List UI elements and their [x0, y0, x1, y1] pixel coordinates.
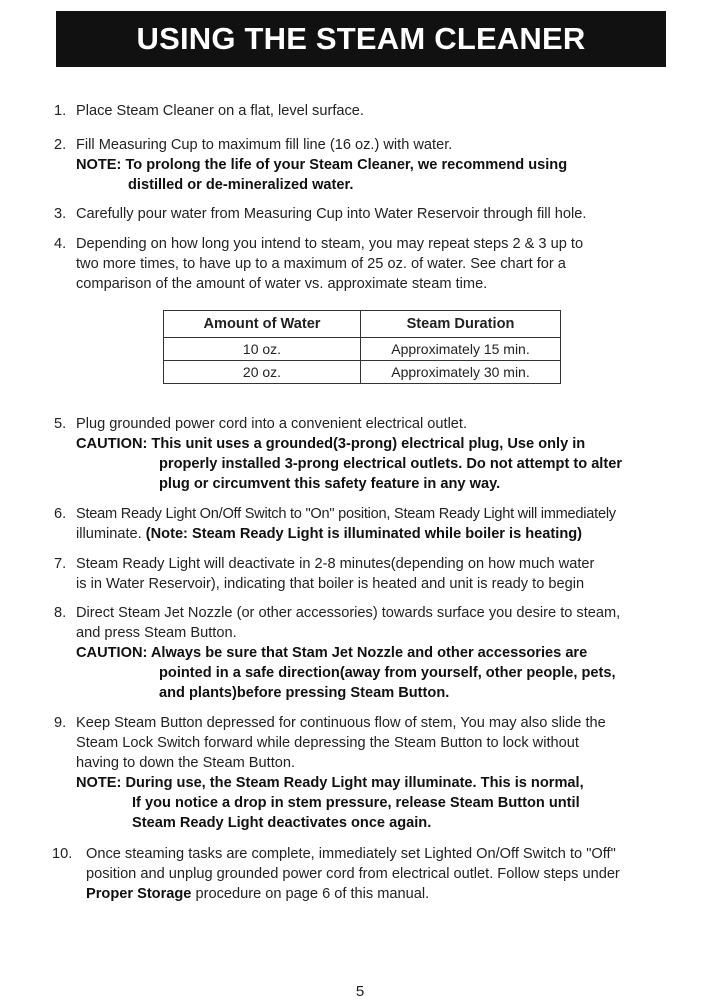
column-header: Amount of Water	[164, 311, 361, 338]
note-label: NOTE:	[76, 775, 122, 791]
step-text: Steam Lock Switch forward while depressing the Steam Button to lock without	[76, 735, 579, 751]
caution-text: and plants)before pressing Steam Button.	[159, 685, 450, 701]
caution-text: This unit uses a grounded(3-prong) electrical plug, Use only in	[151, 436, 586, 452]
page-number: 5	[355, 983, 365, 1000]
note-text: If you notice a drop in stem pressure, release Steam Button until	[132, 795, 580, 811]
note-text: distilled or de-mineralized water.	[128, 177, 354, 193]
step-number: 7.	[54, 556, 67, 572]
note	[76, 773, 700, 793]
caution-label: CAUTION:	[76, 436, 148, 452]
step-text: is in Water Reservoir), indicating that boiler is heated and unit is ready to begin	[76, 576, 585, 592]
note-text: During use, the Steam Ready Light may illuminate. This is normal,	[125, 775, 584, 791]
caution	[76, 643, 700, 663]
column-header: Steam Duration	[361, 311, 561, 338]
step-number: 5.	[54, 416, 67, 432]
caution-text: plug or circumvent this safety feature in any way.	[159, 476, 501, 492]
note-label: NOTE:	[76, 157, 122, 173]
step-text: two more times, to have up to a maximum of 25 oz. of water. See chart for a	[76, 256, 566, 272]
page-title: USING THE STEAM CLEANER	[136, 21, 586, 56]
step-text: having to down the Steam Button.	[76, 755, 296, 771]
step-number: 2.	[54, 137, 67, 153]
step-text: procedure on page 6 of this manual.	[195, 886, 430, 902]
table-cell: 20 oz.	[164, 361, 361, 384]
step-text: Plug grounded power cord into a convenient electrical outlet.	[76, 416, 468, 432]
step-text: Carefully pour water from Measuring Cup into Water Reservoir through fill hole.	[76, 206, 587, 222]
step-text: Depending on how long you intend to steam, you may repeat steps 2 & 3 up to	[76, 236, 584, 252]
step-text: Steam Ready Light On/Off Switch to "On" position, Steam Ready Light will immediately	[76, 506, 616, 522]
step-text: illuminate.	[76, 526, 142, 542]
caution-label: CAUTION:	[76, 645, 148, 661]
step-number: 8.	[54, 605, 67, 621]
table-row	[164, 361, 561, 384]
step-number: 4.	[54, 236, 67, 252]
table-cell: Approximately 15 min.	[361, 338, 561, 361]
step-number: 6.	[54, 506, 67, 522]
note-text: To prolong the life of your Steam Cleaner, we recommend using	[125, 157, 568, 173]
caution-text: pointed in a safe direction(away from yourself, other people, pets,	[159, 665, 616, 681]
note-text: Steam Ready Light deactivates once again.	[132, 815, 432, 831]
caution-text: Always be sure that Stam Jet Nozzle and other accessories are	[150, 645, 588, 661]
step-text: comparison of the amount of water vs. approximate steam time.	[76, 276, 488, 292]
caution-text: properly installed 3-prong electrical outlets. Do not attempt to alter	[159, 456, 623, 472]
step-number: 10.	[52, 846, 73, 862]
step-note-bold: (Note: Steam Ready Light is illuminated while boiler is heating)	[145, 526, 583, 542]
step-text: Direct Steam Jet Nozzle (or other accessories) towards surface you desire to steam,	[76, 605, 621, 621]
step-number: 1.	[54, 103, 67, 119]
step-text: Fill Measuring Cup to maximum fill line (16 oz.) with water.	[76, 137, 453, 153]
step-text: Keep Steam Button depressed for continuous flow of stem, You may also slide the	[76, 715, 606, 731]
note	[76, 155, 700, 175]
step-number: 3.	[54, 206, 67, 222]
title-banner	[56, 11, 666, 67]
proper-storage-label: Proper Storage	[86, 886, 192, 902]
step-text: Place Steam Cleaner on a flat, level surface.	[76, 103, 364, 119]
step-text: and press Steam Button.	[76, 625, 237, 641]
caution	[76, 434, 700, 454]
step-text: Once steaming tasks are complete, immediately set Lighted On/Off Switch to "Off"	[86, 846, 616, 862]
table-cell: 10 oz.	[164, 338, 361, 361]
table-row	[164, 338, 561, 361]
water-steam-table	[163, 310, 561, 384]
step-text: position and unplug grounded power cord from electrical outlet. Follow steps under	[86, 866, 620, 882]
step-text: Steam Ready Light will deactivate in 2-8 minutes(depending on how much water	[76, 556, 595, 572]
table-cell: Approximately 30 min.	[361, 361, 561, 384]
table-header-row	[164, 311, 561, 338]
step-number: 9.	[54, 715, 67, 731]
